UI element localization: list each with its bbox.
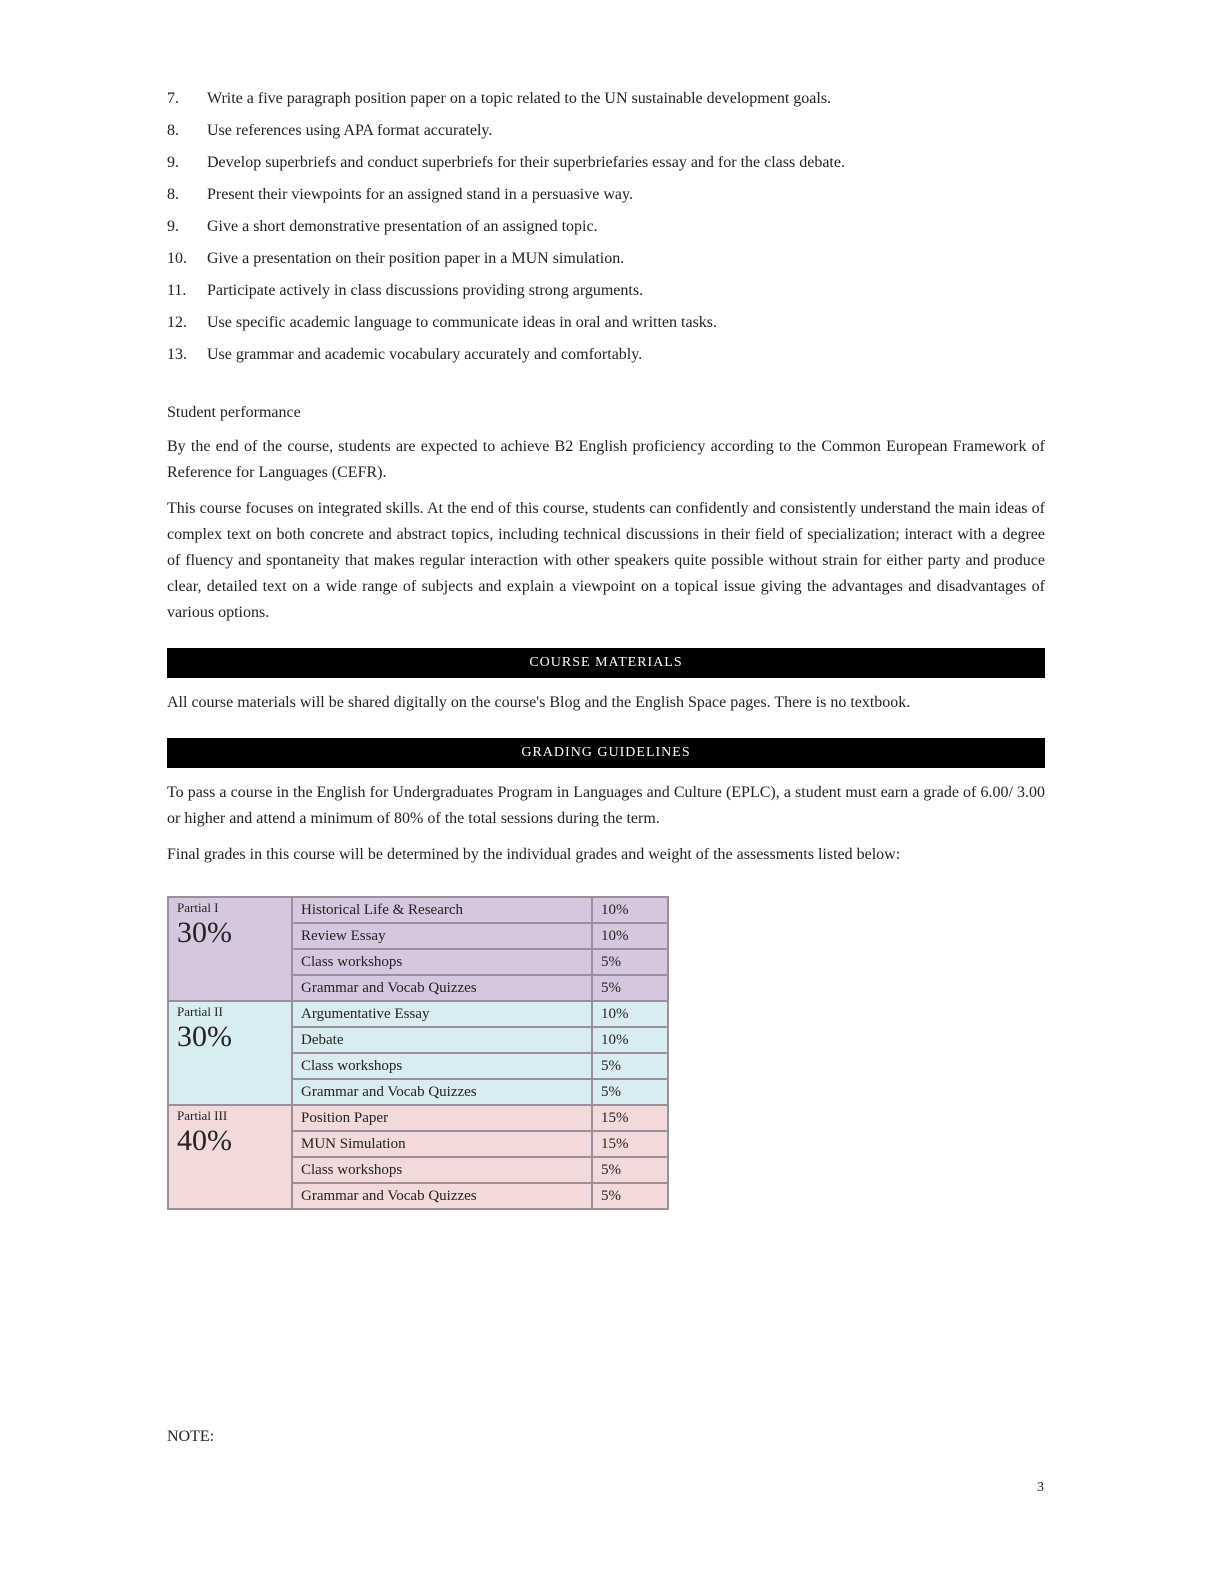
term-weight: 30% [177, 916, 232, 949]
term-cell [168, 897, 292, 1001]
percent-cell: 10% [592, 1001, 668, 1027]
list-number: 7. [167, 90, 179, 107]
grade-weights-table [167, 896, 669, 1210]
percent-cell: 5% [592, 1079, 668, 1105]
assessment-cell: Position Paper [292, 1105, 592, 1131]
list-number: 9. [167, 154, 179, 171]
assessment-cell: Argumentative Essay [292, 1001, 592, 1027]
list-number: 13. [167, 346, 187, 363]
list-text: Give a presentation on their position paper in a MUN simulation. [207, 250, 625, 267]
assessment-cell: Grammar and Vocab Quizzes [292, 975, 592, 1001]
assessment-cell: Grammar and Vocab Quizzes [292, 1079, 592, 1105]
list-number: 8. [167, 186, 179, 203]
assessment-cell: Class workshops [292, 949, 592, 975]
grading-paragraph-1: To pass a course in the English for Undergraduates Program in Languages and Culture (EPLC), a student must earn a grade of 6.00/ 3.00 or higher and attend a minimum of 80% of the total sessions during the term. [167, 784, 1045, 827]
assessment-cell: MUN Simulation [292, 1131, 592, 1157]
table-row [168, 1001, 668, 1027]
percent-cell: 15% [592, 1105, 668, 1131]
page-number: 3 [1037, 1480, 1044, 1495]
percent-cell: 10% [592, 897, 668, 923]
list-item [167, 342, 1045, 368]
percent-cell: 10% [592, 923, 668, 949]
list-item [167, 246, 1045, 272]
percent-cell: 10% [592, 1027, 668, 1053]
list-text: Participate actively in class discussions providing strong arguments. [207, 282, 644, 299]
list-item [167, 150, 1045, 176]
list-item [167, 278, 1045, 304]
assessment-cell: Historical Life & Research [292, 897, 592, 923]
list-number: 11. [167, 282, 187, 299]
list-text: Use references using APA format accurately. [207, 122, 493, 139]
note-label: NOTE: [167, 1428, 215, 1445]
outcomes-paragraph-1: By the end of the course, students are expected to achieve B2 English proficiency according to the Common European Framework of Reference for Languages (CEFR). [167, 438, 1045, 481]
list-number: 10. [167, 250, 187, 267]
assessment-cell: Review Essay [292, 923, 592, 949]
percent-cell: 5% [592, 1053, 668, 1079]
outcomes-paragraph-2: This course focuses on integrated skills. At the end of this course, students can confidently and consistently understand the main ideas of complex text on both concrete and abstract topics, including technical discussions in their field of specialization; interact with a degree of fluency and spontaneity that makes regular interaction with other speakers quite possible without strain for either party and produce clear, detailed text on a wide range of subjects and explain a viewpoint on a topical issue giving the advantages and disadvantages of various options. [167, 500, 1045, 621]
outcomes-heading: Student performance [167, 404, 301, 421]
percent-cell: 5% [592, 975, 668, 1001]
grading-guidelines-bar: GRADING GUIDELINES [167, 738, 1045, 768]
course-materials-bar: COURSE MATERIALS [167, 648, 1045, 678]
grading-paragraph-2: Final grades in this course will be determined by the individual grades and weight of the assessments listed below: [167, 846, 901, 863]
list-item [167, 310, 1045, 336]
percent-cell: 5% [592, 949, 668, 975]
list-text: Use specific academic language to communicate ideas in oral and written tasks. [207, 314, 718, 331]
list-item [167, 118, 1045, 144]
term-weight: 30% [177, 1020, 232, 1053]
table-row [168, 1105, 668, 1131]
list-text: Write a five paragraph position paper on a topic related to the UN sustainable development goals. [207, 90, 832, 107]
percent-cell: 5% [592, 1183, 668, 1209]
list-number: 9. [167, 218, 179, 235]
term-label: Partial I [177, 900, 219, 915]
list-item [167, 86, 1045, 112]
list-item [167, 182, 1045, 208]
list-number: 12. [167, 314, 187, 331]
course-materials-text: All course materials will be shared digitally on the course's Blog and the English Space pages. There is no textbook. [167, 694, 911, 711]
assessment-cell: Debate [292, 1027, 592, 1053]
list-text: Use grammar and academic vocabulary accurately and comfortably. [207, 346, 643, 363]
objectives-list [167, 86, 1045, 368]
list-text: Develop superbriefs and conduct superbriefs for their superbriefaries essay and for the class debate. [207, 154, 845, 171]
term-label: Partial III [177, 1108, 228, 1123]
list-text: Present their viewpoints for an assigned stand in a persuasive way. [207, 186, 633, 203]
term-cell [168, 1105, 292, 1209]
table-row [168, 897, 668, 923]
list-number: 8. [167, 122, 179, 139]
term-cell [168, 1001, 292, 1105]
term-label: Partial II [177, 1004, 223, 1019]
term-weight: 40% [177, 1124, 232, 1157]
assessment-cell: Class workshops [292, 1053, 592, 1079]
percent-cell: 15% [592, 1131, 668, 1157]
list-text: Give a short demonstrative presentation of an assigned topic. [207, 218, 598, 235]
assessment-cell: Grammar and Vocab Quizzes [292, 1183, 592, 1209]
assessment-cell: Class workshops [292, 1157, 592, 1183]
page-content [167, 86, 1045, 1210]
percent-cell: 5% [592, 1157, 668, 1183]
list-item [167, 214, 1045, 240]
